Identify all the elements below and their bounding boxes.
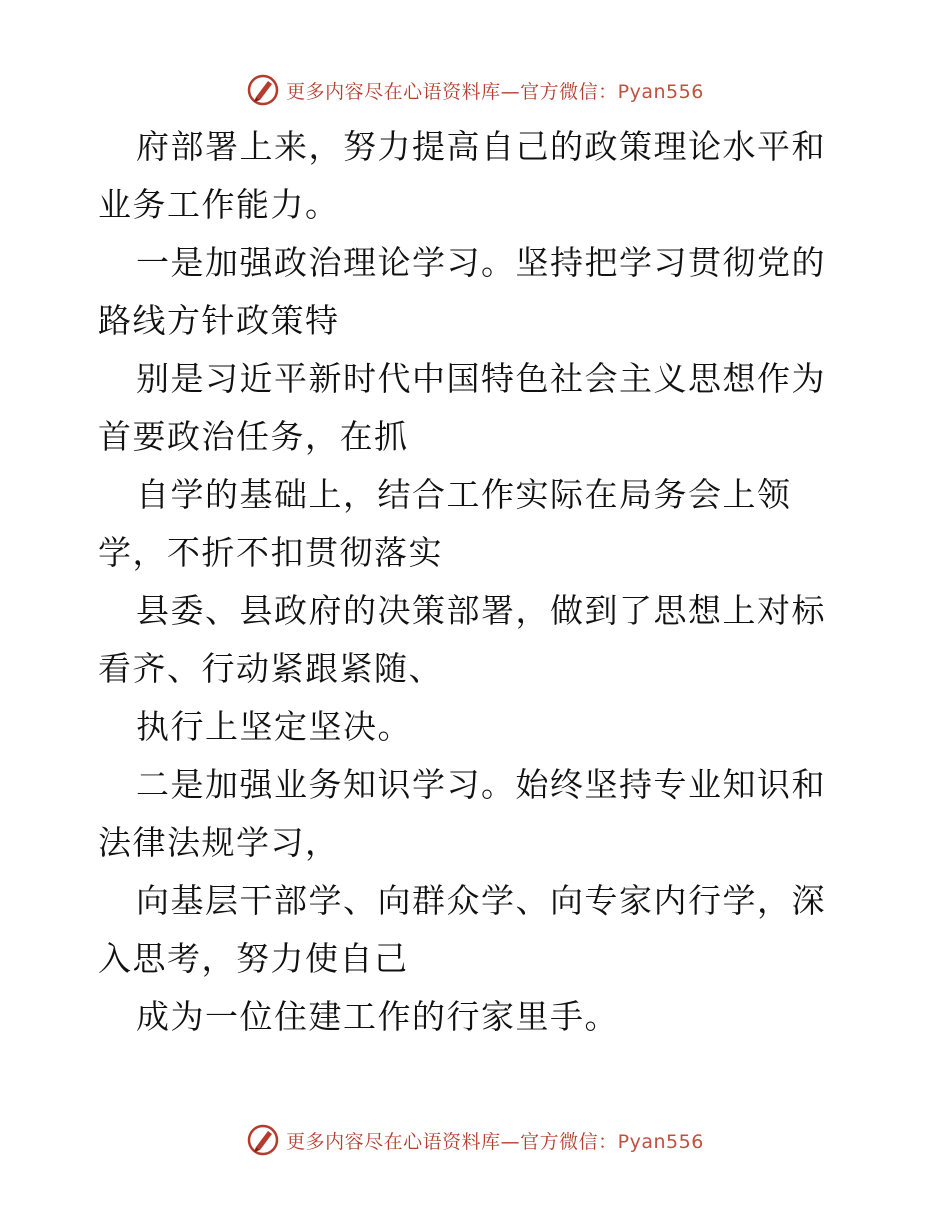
footer-watermark — [0, 1120, 950, 1160]
paragraph: 自学的基础上，结合工作实际在局务会上领学，不折不扣贯彻落实 — [98, 475, 792, 572]
document-body — [98, 118, 858, 1046]
paragraph: 县委、县政府的决策部署，做到了思想上对标看齐、行动紧跟紧随、 — [98, 591, 826, 688]
paragraph: 成为一位住建工作的行家里手。 — [136, 997, 619, 1036]
header-watermark — [0, 70, 950, 110]
paragraph: 向基层干部学、向群众学、向专家内行学，深入思考，努力使自己 — [98, 881, 826, 978]
paragraph: 一是加强政治理论学习。坚持把学习贯彻党的路线方针政策特 — [98, 243, 826, 340]
watermark-text: 更多内容尽在心语资料库—官方微信：Pyan556 — [286, 80, 704, 103]
watermark-text: 更多内容尽在心语资料库—官方微信：Pyan556 — [286, 1130, 704, 1153]
paragraph: 执行上坚定坚决。 — [136, 707, 412, 746]
pen-logo-icon — [246, 1123, 280, 1157]
paragraph: 府部署上来，努力提高自己的政策理论水平和业务工作能力。 — [98, 127, 826, 224]
paragraph: 二是加强业务知识学习。始终坚持专业知识和法律法规学习， — [98, 765, 826, 862]
paragraph: 别是习近平新时代中国特色社会主义思想作为首要政治任务，在抓 — [98, 359, 826, 456]
pen-logo-icon — [246, 73, 280, 107]
